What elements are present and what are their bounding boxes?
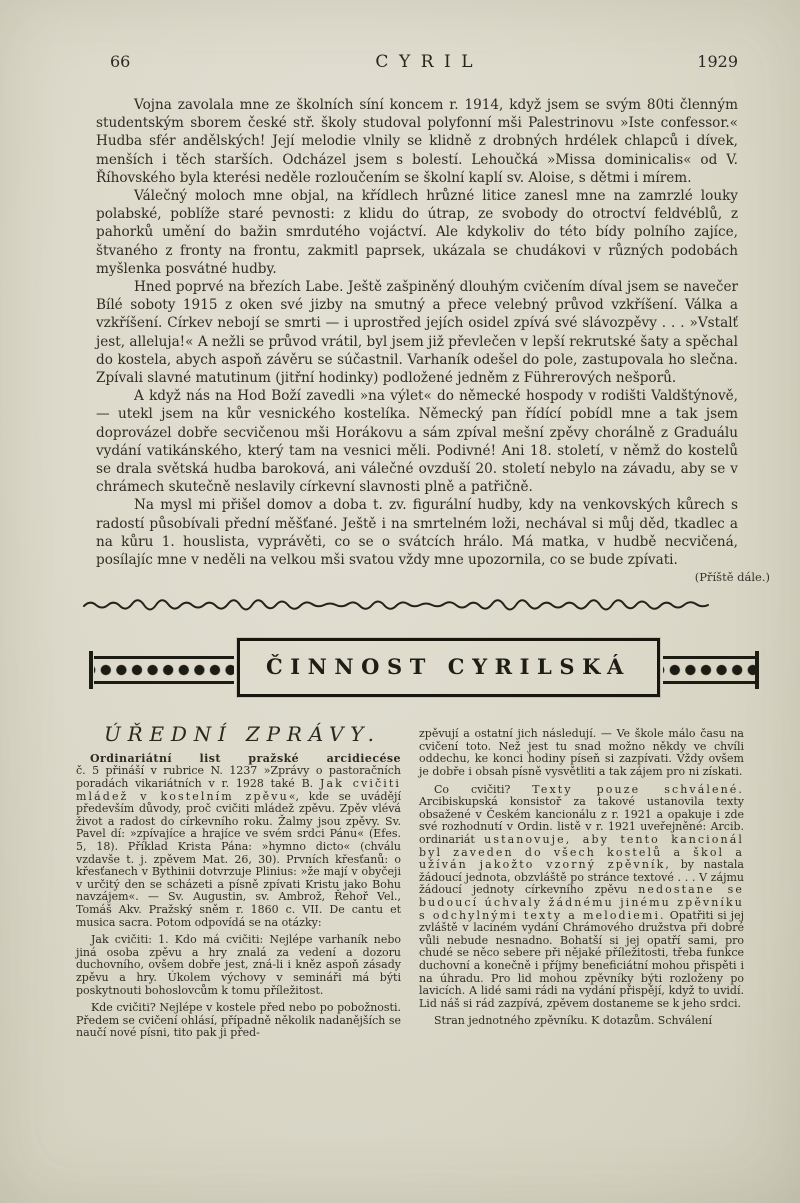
dotted-rule-left (94, 656, 234, 684)
news-paragraph: Jak cvičiti: 1. Kdo má cvičiti: Nejlépe varhaník nebo jiná osoba zpěvu a hry znalá za vedení a dozoru duchovního, ovšem dobře jest, zná-li i kněz aspoň zásady zpěvu a hry. Úkolem výchovy v semináři má býti poskytnouti bohoslovcům k tomu příležitost. (76, 933, 401, 997)
article-paragraph: Na mysl mi přišel domov a doba t. zv. figurální hudby, kdy na venkovských kůrech s radostí působívali přední měšťané. Ještě i na smrtelném loži, nechával si můj děd, tkadlec a na kůru 1. houslista, vyprávěti, co se o svátcích hrálo. Má matka, v hudbě necvičená, posílajíc mne v neděli na velkou mši svatou vždy mne upozornila, co se bude zpívati. (96, 497, 738, 569)
news-paragraph: zpěvují a ostatní jich následují. — Ve škole málo času na cvičení toto. Než jest tu snad možno někdy ve chvíli oddechu, ke konci hodiny píseň si zazpívati. Vždy ovšem je dobře i obsah písně vysvětliti a tak zájem pro ni získati. (419, 727, 744, 779)
news-text-spaced: ustanovuje, aby tento kancionál byl zaveden do všech kostelů a škol a užíván jakožto vzorný zpěvník, (419, 833, 744, 872)
banner-box (237, 638, 660, 697)
journal-title: CYRIL (375, 52, 484, 72)
wavy-divider (82, 598, 718, 612)
news-paragraph (76, 765, 401, 929)
news-text: Opatřiti si jej zvláště v laciném vydání Chrámového družstva při dobré vůli nebude nesnadno. Bohatší si jej opatří sami, pro chudé se něco sebere při nějaké příležitosti, třeba funkce duchovní a konečně i příjmy beneficiátní mohou přispěti i na úhradu. Pro lid mohou zpěvníky býti rozloženy po lavicích. A lidé sami rádi na vydání přispějí, když to uvidí. Lid náš si rád zazpívá, zpěvem dostaneme se k jeho srdci. (419, 908, 744, 1010)
news-text: by nastala žádoucí jednota, obzvláště po stránce textové . . . V zájmu žádoucí jednoty církevního zpěvu (419, 858, 744, 897)
news-text: «, kde se uvádějí především důvody, proč cvičiti mládež zpěvu. Zpěv vlévá život a radost do církevního roku. Žalmy jsou zpěvy. Sv. Pavel dí: »zpívajíce a hrajíce ve svém srdci Pánu« (Efes. 5, 18). Příklad Krista Pána: »hymno dicto« (chválu vzdavše t. j. zpěvem Mat. 26, 30). Prvních křesťanů: o křesťanech v Bythinii dotvrzuje Plinius: »že mají v obyčeji v určitý den se scházeti a písně zpívati Kristu jako Bohu navzájem«. — Sv. Augustin, sv. Ambrož, Řehoř Vel., Tomáš Akv. Pražský sněm r. 1860 c. VII. De cantu et musica sacra. Potom odpovídá se na otázky: (76, 789, 401, 929)
news-paragraph-lead: Ordinariátní list pražské arcidiecése (90, 751, 401, 765)
article-paragraph: A když nás na Hod Boží zavedli »na výlet« do německé hospody v rodišti Valdštýnově, — utekl jsem na kůr vesnického kostelíka. Německý pan řídící pobídl mne a tak jsem doprovázel dobře secvičenou mši Horákovu a sám zpíval mešní zpěvy chorálně z Graduálu vydání vatikánského, který tam na vesnici měli. Podivné! Ani 18. století, v němž do kostelů se drala světská hudba baroková, ani válečné ovzduší 20. století nebylo na závadu, aby se v chrámech skutečně neslavily církevní slavnosti plně a patřičně. (96, 388, 738, 496)
news-heading: ÚŘEDNÍ ZPRÁVY. (104, 722, 381, 747)
news-text-spaced: Jak cvičiti mládež v kostelním zpěvu (76, 777, 401, 803)
news-text-spaced: nedostane se budoucí úchvaly žádnému jinému zpěvníku s odchylnými texty a melodiemi. (419, 883, 744, 922)
news-paragraph (419, 784, 744, 1011)
news-paragraph: Kde cvičiti? Nejlépe v kostele před nebo po pobožnosti. Předem se cvičení ohlásí, případně několik nadanějších se naučí nové písni, tito pak ji před- (76, 1001, 401, 1040)
section-banner (94, 632, 756, 708)
right-column (419, 728, 744, 1045)
page-number: 66 (110, 52, 131, 71)
page-header (0, 0, 800, 72)
continuation-note: (Příště dále.) (694, 570, 770, 585)
news-text: Arcibiskupská konsistoř za takové ustanovila texty obsažené v Českém kancionálu z r. 1921 a opakuje i zde své rozhodnutí v Ordin. listě v r. 1921 uveřejněné: Arcib. ordinariát (419, 795, 744, 847)
section-title: ČINNOST CYRILSKÁ (266, 653, 631, 679)
article-paragraph: Vojna zavolala mne ze školních síní koncem r. 1914, když jsem se svým 80ti členným studentským sborem české stř. školy studoval polyfonní mši Palestrinovu »Iste confessor.« Hudba sfér andělských! Její melodie vlnily se klidně z drobných hrdélek chlapců i dívek, menších i těch starších. Odcházel jsem s bolestí. Lehoučká »Missa dominicalis« od V. Říhovského byla kterési neděle rozloučením se školní kaplí sv. Aloise, s dětmi i mírem. (96, 97, 738, 186)
article-body (96, 96, 738, 569)
article-paragraph: Hned poprvé na březích Labe. Ještě zašpiněný dlouhým cvičením díval jsem se navečer Bílé soboty 1915 z oken své jizby na smutný a přece velebný průvod vzkříšení. Válka a vzkříšení. Církev nebojí se smrti — i uprostřed jejích osidel zpívá své slávozpěvy . . . »Vstalť jest, alleluja!« A nežli se průvod vrátil, byl jsem již převlečen v lepší rekrutské šaty a spěchal do kostela, abych aspoň závěru se súčastnil. Varhaník odešel do pole, zastupovala ho slečna. Zpívali slavné matutinum (jitřní hodinky) podložené jedněm z Führerových nešporů. (96, 279, 738, 387)
dotted-rule-right (663, 656, 756, 684)
news-text-spaced: Texty pouze schválené. (532, 782, 744, 796)
news-text: Co cvičiti? (434, 782, 533, 796)
news-paragraph: Stran jednotného zpěvníku. K dotazům. Schválení (434, 1014, 712, 1028)
left-column (76, 722, 401, 1045)
year: 1929 (697, 52, 738, 71)
article-paragraph: Válečný moloch mne objal, na křídlech hrůzné litice zanesl mne na zamrzlé louky polabské, poblíže staré pevnosti: z klidu do útrap, ze svobody do otroctví feldvéblů, z pahorků umění do bažin smrdutého vojáctví. Ale kdykoliv do této bídy polního zajíce, štvaného z fronty na frontu, zakmitl paprsek, ukázala se chudákovi v různých podobách myšlenka posvátné hudby. (96, 188, 738, 277)
official-news-section (76, 722, 744, 1045)
news-text: č. 5 přináší v rubrice N. 1237 »Zprávy o pastoračních poradách vikariátních v r. 1928 také B. (76, 764, 401, 791)
